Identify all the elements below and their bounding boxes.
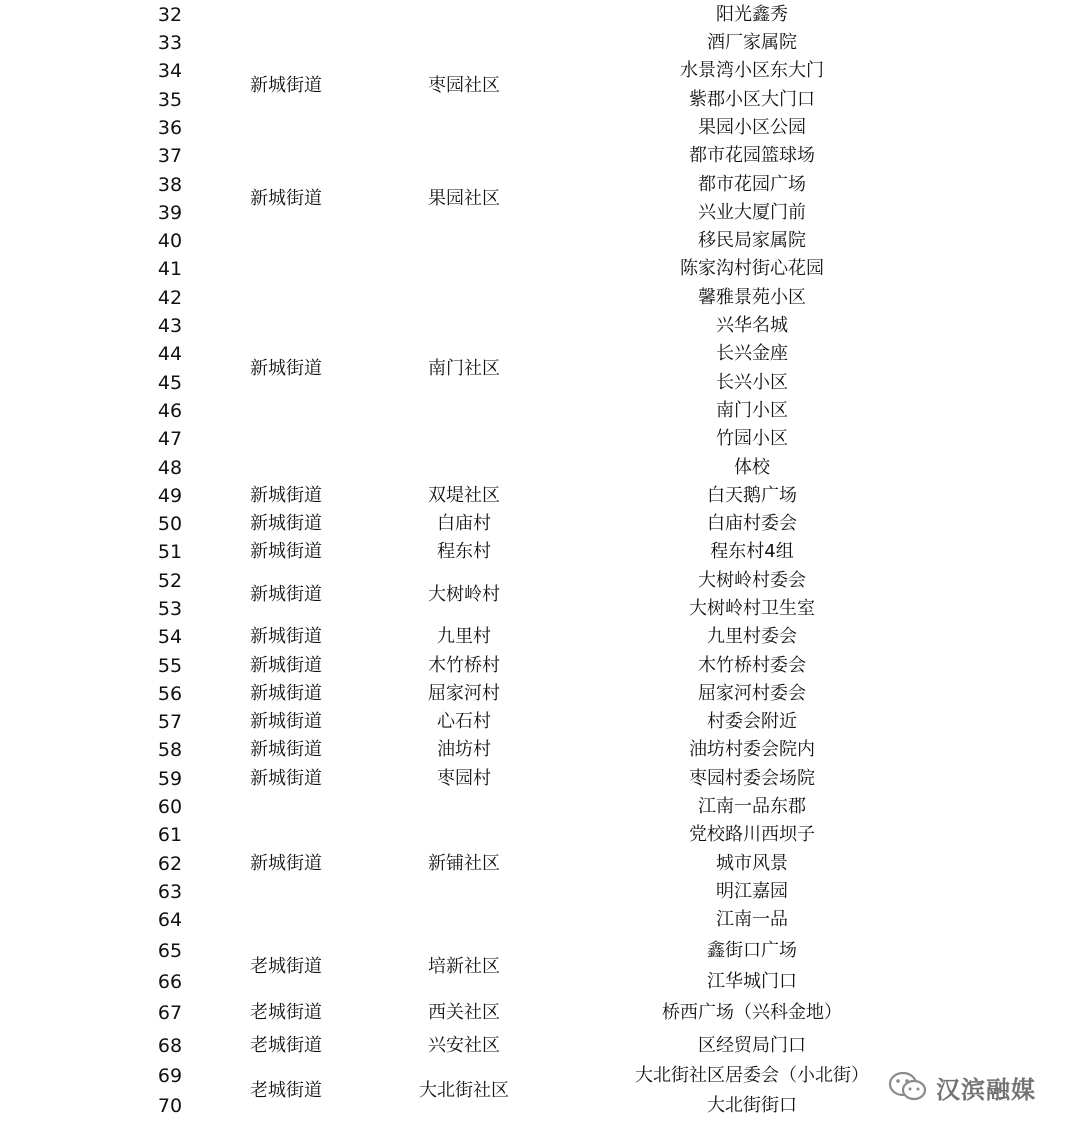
site-name: 长兴小区 (716, 372, 788, 393)
site-name: 明江嘉园 (716, 881, 788, 902)
site-name: 白天鹅广场 (707, 485, 797, 506)
row-number: 46 (157, 400, 183, 422)
row-number: 49 (157, 485, 183, 507)
row-number: 48 (157, 457, 183, 479)
site-name: 阳光鑫秀 (716, 4, 788, 25)
row-number: 62 (157, 853, 183, 875)
street-name: 新城街道 (250, 711, 322, 732)
community-name: 双堤社区 (428, 485, 500, 506)
site-name: 江南一品 (716, 909, 788, 930)
site-name: 南门小区 (716, 400, 788, 421)
community-name: 南门社区 (428, 357, 500, 379)
site-name: 九里村委会 (707, 626, 797, 647)
row-number: 43 (157, 315, 183, 337)
street-name: 老城街道 (250, 1080, 322, 1101)
site-name: 大北街街口 (707, 1095, 797, 1116)
site-name: 白庙村委会 (707, 513, 797, 534)
row-number: 37 (157, 145, 183, 167)
site-name: 体校 (734, 457, 770, 478)
row-number: 45 (157, 372, 183, 394)
street-name: 新城街道 (250, 513, 322, 534)
watermark (888, 1067, 1036, 1107)
site-name: 大树岭村卫生室 (689, 598, 815, 619)
site-name: 大北街社区居委会（小北街） (635, 1065, 869, 1086)
site-name: 区经贸局门口 (698, 1035, 806, 1056)
row-number: 38 (157, 174, 183, 196)
row-number: 47 (157, 428, 183, 450)
community-name: 培新社区 (428, 955, 500, 977)
site-name: 鑫街口广场 (707, 940, 797, 961)
street-name: 老城街道 (250, 1002, 322, 1023)
street-name: 新城街道 (250, 75, 322, 96)
site-name: 长兴金座 (716, 343, 788, 364)
row-number: 41 (157, 258, 183, 280)
site-name: 水景湾小区东大门 (680, 60, 824, 81)
site-name: 枣园村委会场院 (689, 768, 815, 789)
site-name: 紫郡小区大门口 (689, 89, 815, 110)
site-name: 都市花园篮球场 (689, 145, 815, 166)
row-number: 68 (157, 1035, 183, 1057)
street-name: 新城街道 (250, 683, 322, 704)
community-name: 枣园社区 (428, 75, 500, 96)
row-number: 39 (157, 202, 183, 224)
site-name: 陈家沟村街心花园 (680, 258, 824, 279)
row-number: 67 (157, 1002, 183, 1024)
community-name: 木竹桥村 (428, 655, 500, 676)
street-name: 老城街道 (250, 1035, 322, 1056)
row-number: 64 (157, 909, 183, 931)
street-name: 新城街道 (250, 541, 322, 562)
community-name: 大树岭村 (428, 584, 500, 605)
site-name: 果园小区公园 (698, 117, 806, 138)
row-number: 42 (157, 287, 183, 309)
street-name: 老城街道 (250, 955, 322, 977)
community-name: 心石村 (437, 711, 491, 732)
row-number: 60 (157, 796, 183, 818)
row-number: 59 (157, 768, 183, 790)
site-name: 木竹桥村委会 (698, 655, 806, 676)
site-name: 竹园小区 (716, 428, 788, 449)
community-name: 枣园村 (437, 768, 491, 789)
site-name: 江华城门口 (707, 971, 797, 992)
site-name: 桥西广场（兴科金地） (662, 1002, 842, 1023)
row-number: 55 (157, 655, 183, 677)
street-name: 新城街道 (250, 655, 322, 676)
community-name: 大北街社区 (419, 1080, 509, 1101)
community-name: 西关社区 (428, 1002, 500, 1023)
row-number: 44 (157, 343, 183, 365)
site-name: 酒厂家属院 (707, 32, 797, 53)
street-name: 新城街道 (250, 626, 322, 647)
community-name: 白庙村 (437, 513, 491, 534)
site-name: 兴业大厦门前 (698, 202, 806, 223)
row-number: 70 (157, 1095, 183, 1117)
row-number: 66 (157, 971, 183, 993)
community-name: 屈家河村 (428, 683, 500, 704)
site-name: 兴华名城 (716, 315, 788, 336)
community-name: 油坊村 (437, 739, 491, 760)
street-name: 新城街道 (250, 739, 322, 760)
row-number: 56 (157, 683, 183, 705)
site-name: 程东村4组 (710, 541, 794, 562)
site-name: 城市风景 (716, 853, 788, 874)
row-number: 69 (157, 1065, 183, 1087)
row-number: 33 (157, 32, 183, 54)
community-name: 果园社区 (428, 187, 500, 209)
street-name: 新城街道 (250, 584, 322, 605)
street-name: 新城街道 (250, 485, 322, 506)
row-number: 58 (157, 739, 183, 761)
street-name: 新城街道 (250, 187, 322, 209)
site-name: 都市花园广场 (698, 174, 806, 195)
row-number: 36 (157, 117, 183, 139)
row-number: 63 (157, 881, 183, 903)
site-name: 油坊村委会院内 (689, 739, 815, 760)
row-number: 50 (157, 513, 183, 535)
row-number: 53 (157, 598, 183, 620)
site-name: 大树岭村委会 (698, 570, 806, 591)
row-number: 34 (157, 60, 183, 82)
site-name: 屈家河村委会 (698, 683, 806, 704)
row-number: 35 (157, 89, 183, 111)
row-number: 32 (157, 4, 183, 26)
wechat-icon (888, 1070, 928, 1104)
community-name: 新铺社区 (428, 852, 500, 874)
street-name: 新城街道 (250, 768, 322, 789)
site-name: 馨雅景苑小区 (698, 287, 806, 308)
site-name: 移民局家属院 (698, 230, 806, 251)
street-name: 新城街道 (250, 357, 322, 379)
site-name: 村委会附近 (707, 711, 797, 732)
street-name: 新城街道 (250, 852, 322, 874)
site-name: 党校路川西坝子 (689, 824, 815, 845)
site-name: 江南一品东郡 (698, 796, 806, 817)
community-name: 程东村 (437, 541, 491, 562)
community-name: 兴安社区 (428, 1035, 500, 1056)
row-number: 54 (157, 626, 183, 648)
row-number: 52 (157, 570, 183, 592)
row-number: 51 (157, 541, 183, 563)
watermark-text: 汉滨融媒 (936, 1075, 1036, 1104)
row-number: 65 (157, 940, 183, 962)
row-number: 40 (157, 230, 183, 252)
row-number: 57 (157, 711, 183, 733)
row-number: 61 (157, 824, 183, 846)
community-name: 九里村 (437, 626, 491, 647)
